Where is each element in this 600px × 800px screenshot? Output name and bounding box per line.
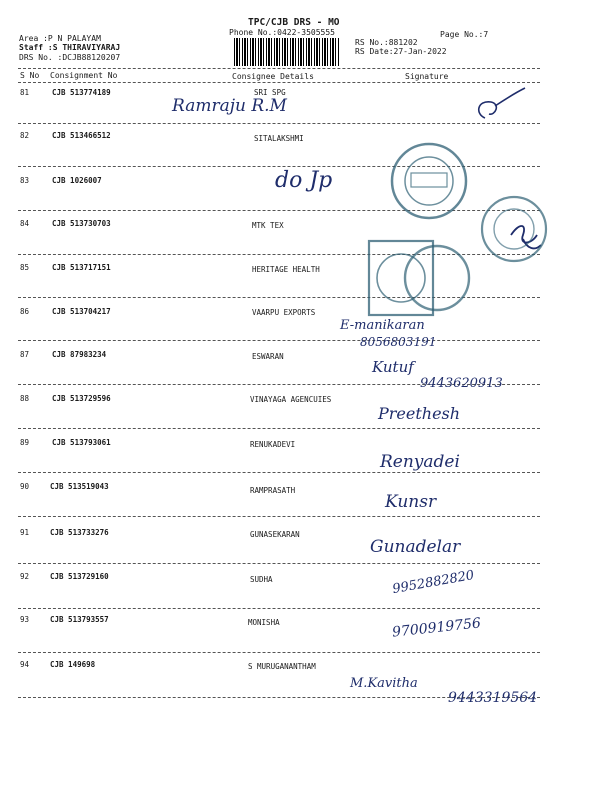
row-sno: 92	[20, 572, 30, 581]
handwritten-signature: Preethesh	[378, 404, 461, 423]
row-consignment: CJB 513466512	[52, 131, 111, 140]
row-consignee: RAMPRASATH	[250, 486, 296, 495]
row-consignment: CJB 149698	[50, 660, 96, 669]
row-consignment: CJB 513733276	[50, 528, 109, 537]
office-stamp	[478, 193, 550, 265]
drs-number: DRS No. :DCJB88120207	[19, 53, 121, 62]
row-sno: 82	[20, 131, 30, 140]
column-header-consignment: Consignment No	[50, 71, 118, 80]
row-consignee: SRI SPG	[254, 88, 286, 97]
handwritten-phone: 9443620913	[420, 376, 503, 391]
row-sno: 85	[20, 263, 30, 272]
row-sno: 87	[20, 350, 30, 359]
row-consignee: S MURUGANANTHAM	[248, 662, 316, 671]
row-consignee: HERITAGE HEALTH	[252, 265, 320, 274]
divider	[18, 68, 540, 69]
row-consignment: CJB 513519043	[50, 482, 109, 491]
row-consignment: CJB 513717151	[52, 263, 111, 272]
row-consignment: CJB 513729160	[50, 572, 109, 581]
row-divider	[18, 340, 540, 341]
row-sno: 90	[20, 482, 30, 491]
row-sno: 88	[20, 394, 30, 403]
row-divider	[18, 652, 540, 653]
row-sno: 81	[20, 88, 30, 97]
row-sno: 86	[20, 307, 30, 316]
company-stamp	[365, 237, 475, 319]
row-sno: 84	[20, 219, 30, 228]
handwritten-signature: E-manikaran	[340, 318, 425, 333]
row-divider	[18, 516, 540, 517]
row-consignment: CJB 513774189	[52, 88, 111, 97]
row-consignment: CJB 513704217	[52, 307, 111, 316]
row-divider	[18, 123, 540, 124]
row-consignee: VAARPU EXPORTS	[252, 308, 316, 317]
handwritten-signature: M.Kavitha	[350, 676, 418, 691]
row-divider	[18, 472, 540, 473]
column-header-sno: S No	[20, 71, 40, 80]
rs-number: RS No.:881202	[355, 38, 418, 47]
office-stamp	[388, 140, 470, 222]
handwritten-phone: 9952882820	[391, 567, 476, 598]
row-consignment: CJB 87983234	[52, 350, 107, 359]
row-consignment: CJB 513730703	[52, 219, 111, 228]
row-divider	[18, 608, 540, 609]
row-sno: 94	[20, 660, 30, 669]
handwritten-signature: Kutuf	[372, 358, 414, 376]
row-consignment: CJB 1026007	[52, 176, 102, 185]
staff-label: Staff :S THIRAVIYARAJ	[19, 43, 121, 52]
handwritten-phone: 8056803191	[360, 335, 437, 349]
row-sno: 83	[20, 176, 30, 185]
row-divider	[18, 563, 540, 564]
row-consignee: MONISHA	[248, 618, 280, 627]
column-header-signature: Signature	[405, 72, 449, 81]
handwritten-signature: Kunsr	[385, 492, 437, 512]
row-consignee: GUNASEKARAN	[250, 530, 300, 539]
page-number: Page No.:7	[440, 30, 489, 39]
handwritten-signature: Ramraju R.M	[172, 96, 287, 116]
row-consignment: CJB 513729596	[52, 394, 111, 403]
row-consignee: SUDHA	[250, 575, 273, 584]
row-consignment: CJB 513793557	[50, 615, 109, 624]
row-consignee: ESWARAN	[252, 352, 284, 361]
area-label: Area :P N PALAYAM	[19, 34, 101, 43]
row-divider	[18, 428, 540, 429]
row-consignee: MTK TEX	[252, 221, 284, 230]
row-consignee: SITALAKSHMI	[254, 134, 304, 143]
row-sno: 91	[20, 528, 30, 537]
handwritten-phone: 9443319564	[448, 690, 538, 706]
handwritten-signature: do Jp	[275, 168, 333, 193]
rs-date: RS Date:27-Jan-2022	[355, 47, 447, 56]
document-title: TPC/CJB DRS - MO	[248, 17, 340, 28]
row-consignee: RENUKADEVI	[250, 440, 296, 449]
barcode	[234, 38, 340, 66]
signature-mark	[465, 86, 535, 126]
handwritten-phone: 9700919756	[391, 615, 482, 641]
phone-number: Phone No.:0422-3505555	[229, 28, 335, 37]
row-consignee: VINAYAGA AGENCUIES	[250, 395, 332, 404]
divider	[18, 82, 540, 83]
column-header-consignee: Consignee Details	[232, 72, 314, 81]
row-sno: 93	[20, 615, 30, 624]
row-consignment: CJB 513793061	[52, 438, 111, 447]
handwritten-signature: Renyadei	[380, 452, 460, 472]
row-sno: 89	[20, 438, 30, 447]
handwritten-signature: Gunadelar	[370, 537, 461, 557]
